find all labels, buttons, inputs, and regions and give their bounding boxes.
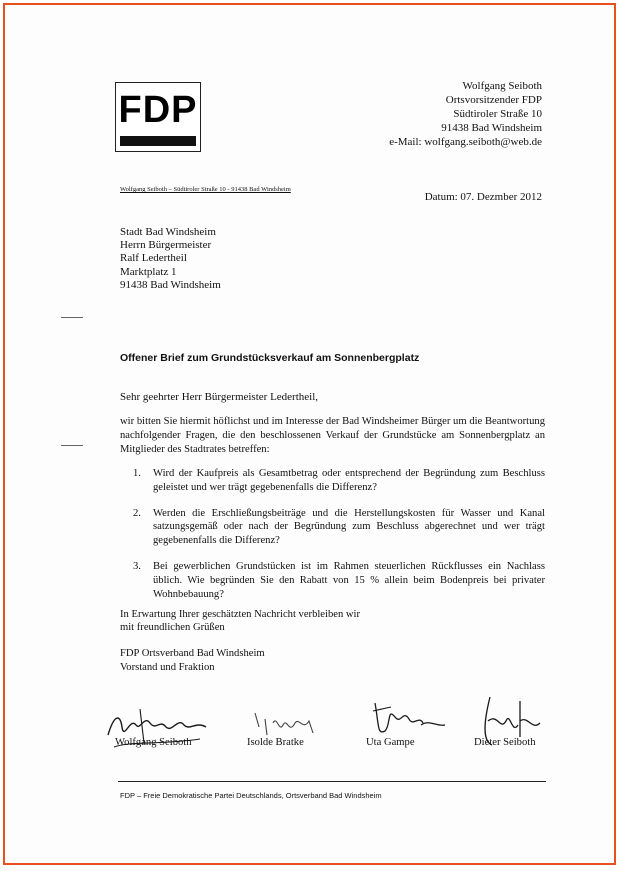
closing-line: In Erwartung Ihrer geschätzten Nachricht verbleiben wir (120, 609, 361, 620)
sender-role: Ortsvorsitzender FDP (445, 94, 542, 106)
recipient-line: Marktplatz 1 (120, 265, 177, 278)
signatory-name: Isolde Bratke (247, 737, 304, 748)
return-address: Wolfgang Seiboth – Südtiroler Straße 10 - 91438 Bad Windsheim (120, 186, 291, 193)
sender-email: e-Mail: wolfgang.seiboth@web.de (389, 136, 542, 148)
fold-mark (61, 317, 83, 318)
question-item (120, 560, 545, 601)
question-text: Bei gewerblichen Grundstücken ist im Rahmen steuerlichen Rückflusses ein Nachlass üblich. Wie begründen Sie den Rabatt von 15 % allein beim Bodenpreis bei privater Wohnbebauung? (153, 560, 545, 600)
recipient-line: 91438 Bad Windsheim (120, 278, 221, 291)
sender-block (389, 79, 542, 149)
sender-street: Südtiroler Straße 10 (453, 108, 542, 120)
question-number: 3. (133, 560, 141, 572)
punch-mark (61, 445, 83, 446)
handwritten-signature (243, 705, 333, 741)
question-number: 2. (133, 507, 141, 519)
sender-city: 91438 Bad Windsheim (441, 122, 542, 134)
signature-block-gampe (365, 695, 455, 746)
letter-page (3, 3, 616, 865)
organization-line: FDP Ortsverband Bad Windsheim (120, 648, 265, 659)
signature-block-bratke (243, 705, 333, 746)
handwritten-signature (100, 697, 215, 757)
question-text: Werden die Erschließungsbeiträge und die Herstellungskosten für Wasser und Kanal satzungsgemäß oder nach der Begründung zum Beschluss abgerechnet und wer trägt gegebenenfalls die Differenz? (153, 507, 545, 547)
recipient-line: Herrn Bürgermeister (120, 239, 212, 252)
question-item (120, 467, 545, 495)
signatory-name: Wolfgang Seiboth (115, 737, 192, 748)
question-item (120, 507, 545, 548)
fdp-logo (115, 82, 201, 152)
logo-bar (120, 136, 196, 146)
closing-line: mit freundlichen Grüßen (120, 622, 225, 634)
letter-footer: FDP – Freie Demokratische Partei Deutschlands, Ortsverband Bad Windsheim (120, 791, 382, 800)
question-number: 1. (133, 468, 141, 479)
recipient-line: Stadt Bad Windsheim (120, 226, 216, 238)
letter-subject: Offener Brief zum Grundstücksverkauf am Sonnenbergplatz (120, 352, 420, 364)
sender-name: Wolfgang Seiboth (462, 80, 542, 92)
signatory-name: Dieter Seiboth (474, 737, 536, 748)
signature-block-seiboth-w (100, 697, 215, 762)
signatory-name: Uta Gampe (366, 737, 415, 748)
footer-divider (118, 781, 546, 782)
organization-line: Vorstand und Fraktion (120, 662, 215, 673)
handwritten-signature (365, 695, 455, 741)
salutation: Sehr geehrter Herr Bürgermeister Ledertheil, (120, 391, 319, 403)
question-text: Wird der Kaufpreis als Gesamtbetrag oder entsprechend der Begründung zum Beschluss geleistet und wer trägt gegebenenfalls die Differenz? (153, 468, 545, 493)
signature-block-seiboth-d (470, 691, 550, 756)
organization-block (120, 647, 265, 675)
logo-text: FDP (118, 89, 198, 131)
intro-paragraph: wir bitten Sie hiermit höflichst und im Interesse der Bad Windsheimer Bürger um die Beantwortung nachfolgender Fragen, die den beschlossenen Verkauf der Grundstücke am Sonnenbergplatz an Mitglieder des Stadtrates betreffen: (120, 416, 545, 455)
letter-date: Datum: 07. Dezmber 2012 (424, 191, 542, 203)
question-list (120, 467, 545, 613)
closing-block (120, 608, 360, 634)
recipient-block (120, 226, 221, 292)
recipient-line: Ralf Ledertheil (120, 252, 187, 265)
